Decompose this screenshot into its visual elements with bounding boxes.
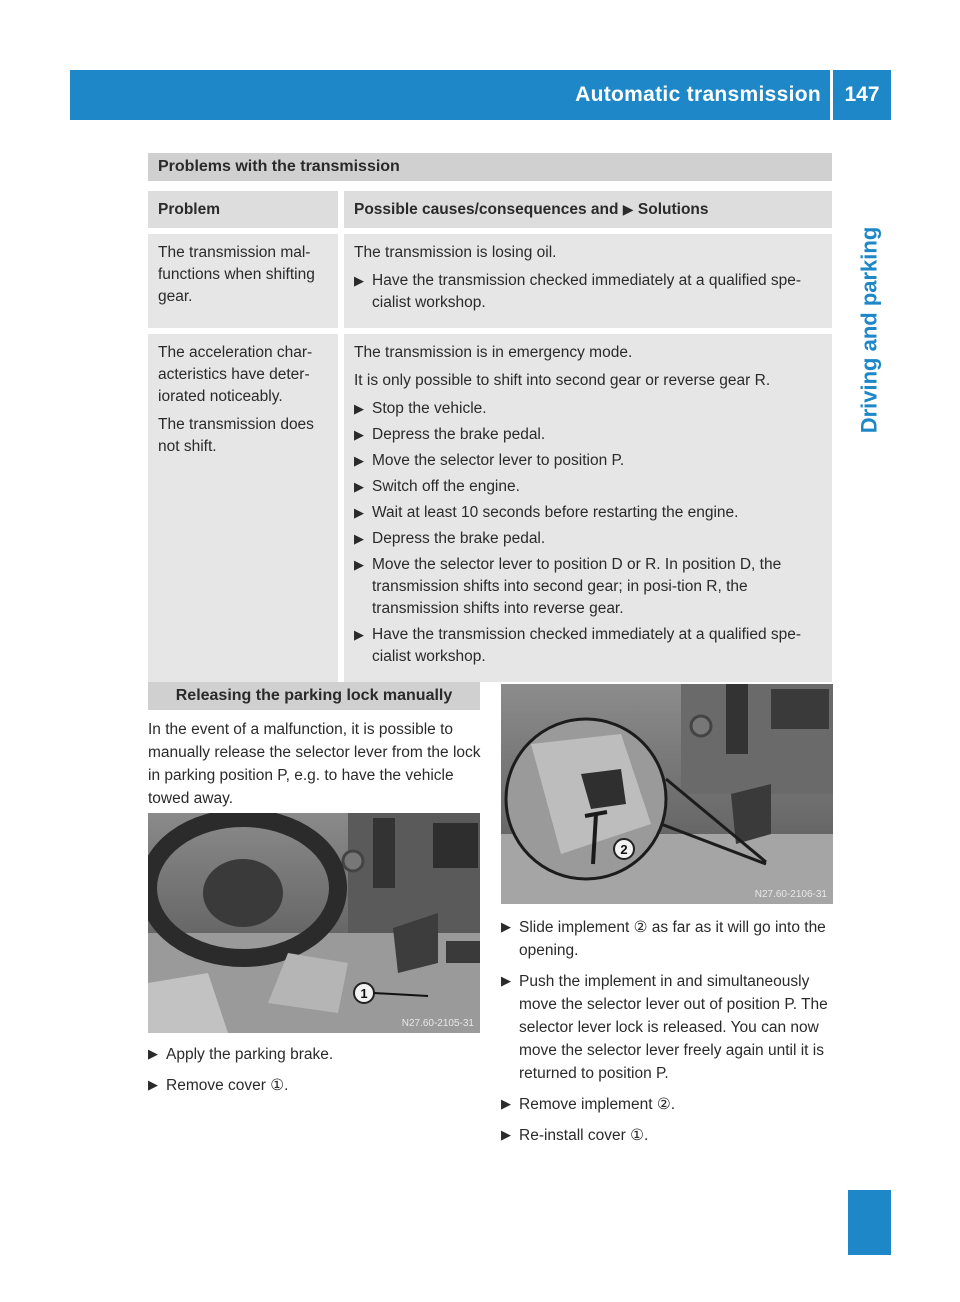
list-item: ▶ Remove implement ②.: [501, 1093, 836, 1116]
table-header-row: [148, 191, 832, 228]
header-bar: [70, 70, 891, 120]
arrow-right-icon: ▶: [354, 401, 364, 416]
arrow-right-icon: ▶: [354, 557, 364, 572]
list-item: ▶ Push the implement in and simultaneously move the selector lever out of position P. The selector lever lock is released. You can now move the selector lever freely again until it is returned to position P.: [501, 970, 836, 1085]
arrow-right-icon: ▶: [354, 427, 364, 442]
list-item: ▶ Stop the vehicle.: [354, 398, 822, 420]
callout-2: 2: [620, 842, 628, 857]
solution-cell: [344, 234, 832, 328]
arrow-right-icon: ▶: [148, 1077, 158, 1092]
arrow-right-icon: ▶: [354, 479, 364, 494]
problem-cell: [148, 334, 344, 682]
list-item: ▶ Remove cover ①.: [148, 1074, 483, 1097]
list-item: ▶ Move the selector lever to position P.: [354, 450, 822, 472]
chapter-title: Automatic transmission: [575, 83, 821, 106]
list-item: ▶ Depress the brake pedal.: [354, 528, 822, 550]
arrow-right-icon: ▶: [354, 531, 364, 546]
problem-text: The transmission does not shift.: [158, 416, 314, 455]
dashboard-illustration: [501, 684, 833, 904]
table-row: [148, 234, 832, 328]
problem-text: The transmission mal-functions when shifting gear.: [158, 244, 315, 305]
arrow-right-icon: ▶: [501, 1127, 511, 1142]
side-tab: [848, 120, 891, 560]
col-problem-header: Problem: [148, 191, 344, 228]
list-item: ▶ Slide implement ② as far as it will go into the opening.: [501, 916, 836, 962]
arrow-right-icon: ▶: [501, 1096, 511, 1111]
header-divider: [830, 70, 833, 120]
arrow-right-icon: ▶: [501, 973, 511, 988]
dashboard-photo-cover: [148, 813, 480, 1033]
list-item: ▶ Move the selector lever to position D or R. In position D, the transmission shifts into second gear; in posi-tion R, the transmission shifts into reverse gear.: [354, 554, 822, 620]
arrow-right-icon: ▶: [354, 505, 364, 520]
table-row: [148, 334, 832, 682]
arrow-right-icon: ▶: [354, 453, 364, 468]
list-item: ▶ Re-install cover ①.: [501, 1124, 836, 1147]
photo-code: N27.60-2105-31: [401, 1018, 474, 1029]
list-item: ▶ Depress the brake pedal.: [354, 424, 822, 446]
list-item: ▶ Wait at least 10 seconds before restarting the engine.: [354, 502, 822, 524]
dashboard-illustration: [148, 813, 480, 1033]
problem-cell: [148, 234, 344, 328]
arrow-right-icon: ▶: [622, 201, 634, 217]
cause-text: The transmission is losing oil.: [354, 244, 557, 261]
cause-text: It is only possible to shift into second gear or reverse gear R.: [354, 372, 771, 389]
dashboard-photo-implement: [501, 684, 833, 904]
page-number: 147: [844, 83, 880, 106]
arrow-right-icon: ▶: [148, 1046, 158, 1061]
arrow-right-icon: ▶: [354, 273, 364, 288]
arrow-right-icon: ▶: [501, 919, 511, 934]
col-solutions-header: Possible causes/consequences and ▶ Solutions: [344, 191, 832, 228]
solution-cell: [344, 334, 832, 682]
section-title: Releasing the parking lock manually: [148, 682, 480, 710]
steps-right: [501, 916, 836, 1155]
callout-1: 1: [360, 986, 368, 1001]
list-item: ▶ Apply the parking brake.: [148, 1043, 483, 1066]
side-tab-block: [848, 1190, 891, 1255]
list-item: ▶ Switch off the engine.: [354, 476, 822, 498]
table-title: Problems with the transmission: [148, 153, 832, 181]
section-intro: In the event of a malfunction, it is possible to manually release the selector lever from the lock in parking position P, e.g. to have the vehicle towed away.: [148, 721, 481, 807]
arrow-right-icon: ▶: [354, 627, 364, 642]
list-item: ▶ Have the transmission checked immediately at a qualified spe-cialist workshop.: [354, 270, 822, 314]
side-tab-label: Driving and parking: [856, 226, 882, 434]
problems-table: [148, 185, 832, 688]
list-item: ▶ Have the transmission checked immediately at a qualified spe-cialist workshop.: [354, 624, 822, 668]
cause-text: The transmission is in emergency mode.: [354, 344, 633, 361]
steps-left: [148, 1043, 483, 1105]
photo-code: N27.60-2106-31: [754, 889, 827, 900]
problem-text: The acceleration char-acteristics have deter-iorated noticeably.: [158, 344, 313, 405]
